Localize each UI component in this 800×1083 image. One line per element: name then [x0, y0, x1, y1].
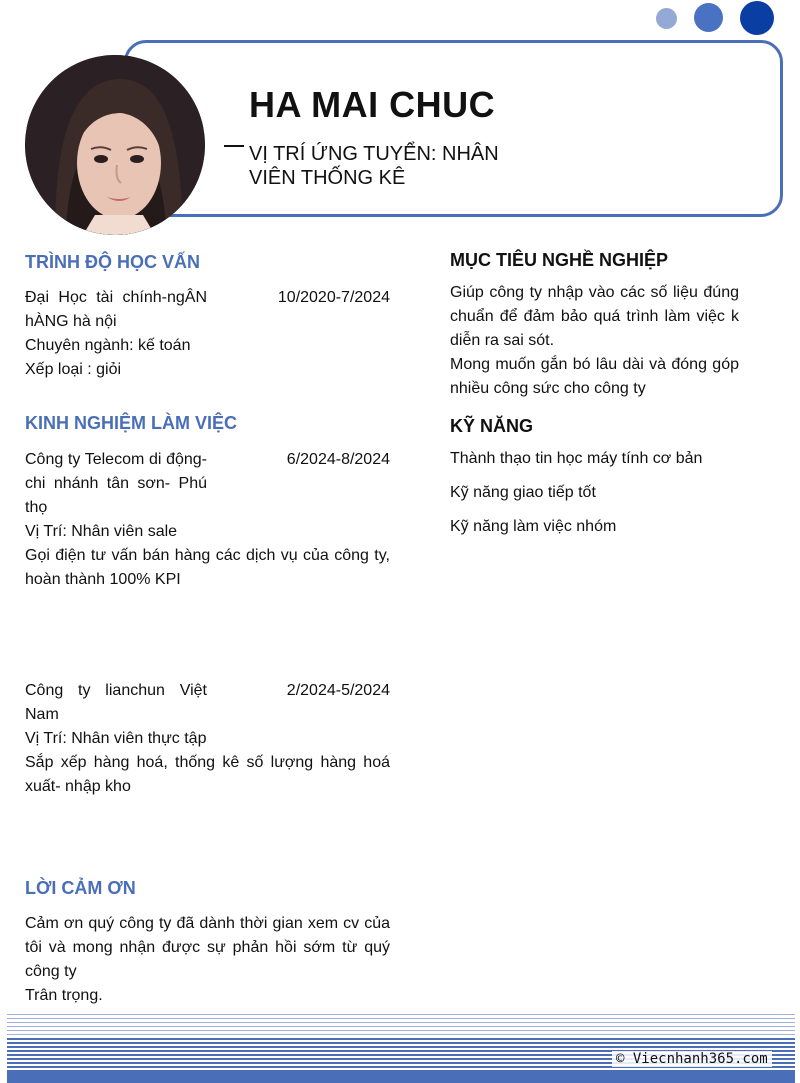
profile-photo-illustration	[25, 55, 205, 235]
experience-section	[25, 413, 390, 434]
footer-stripes	[7, 1014, 795, 1083]
skill-item: Kỹ năng giao tiếp tốt	[450, 484, 596, 501]
education-major: Chuyên ngành: kế toán	[25, 337, 191, 354]
skills-section	[450, 416, 739, 539]
experience-description: Sắp xếp hàng hoá, thống kê số lượng hàng hoá xuất- nhập kho	[25, 754, 390, 795]
experience-role: Vị Trí: Nhân viên sale	[25, 523, 178, 540]
position-dash	[224, 145, 244, 147]
experience-row	[25, 448, 390, 520]
objective-paragraph: Giúp công ty nhập vào các số liệu đúng chuẩn để đảm bảo quá trình làm việc k diễn ra sai sót.	[450, 284, 739, 349]
experience-item	[25, 679, 390, 799]
experience-company: Công ty lianchun Việt Nam	[25, 682, 207, 723]
objective-section	[450, 250, 739, 401]
experience-date: 2/2024-5/2024	[286, 682, 390, 699]
thanks-section	[25, 878, 390, 1008]
decor-dot-medium	[694, 3, 723, 32]
objective-paragraph: Mong muốn gắn bó lâu dài và đóng góp nhiều công sức cho công ty	[450, 356, 739, 397]
profile-photo	[25, 55, 205, 235]
experience-date: 6/2024-8/2024	[286, 451, 390, 468]
applied-position-line1: VỊ TRÍ ỨNG TUYỂN: NHÂN	[249, 143, 499, 165]
decor-dot-dark	[740, 1, 774, 35]
header-frame	[124, 40, 783, 217]
education-title: TRÌNH ĐỘ HỌC VẤN	[25, 252, 200, 272]
thanks-title: LỜI CẢM ƠN	[25, 878, 136, 898]
thanks-body: Cảm ơn quý công ty đã dành thời gian xem cv của tôi và mong nhận được sự phản hồi sớm từ quý công ty	[25, 915, 390, 980]
experience-description: Gọi điện tư vấn bán hàng các dịch vụ của công ty, hoàn thành 100% KPI	[25, 547, 390, 588]
experience-item	[25, 448, 390, 592]
experience-company: Công ty Telecom di động- chi nhánh tân sơn- Phú thọ	[25, 451, 207, 516]
applied-position-line2: VIÊN THỐNG KÊ	[249, 167, 406, 189]
decor-dot-light	[656, 8, 677, 29]
applied-position	[249, 142, 549, 190]
experience-role: Vị Trí: Nhân viên thực tập	[25, 730, 207, 747]
experience-title: KINH NGHIỆM LÀM VIỆC	[25, 413, 238, 433]
education-section	[25, 252, 390, 382]
education-school: Đại Học tài chính-ngÂN hÀNG hà nội	[25, 289, 207, 330]
thanks-closing: Trân trọng.	[25, 987, 103, 1004]
skill-item: Thành thạo tin học máy tính cơ bản	[450, 450, 703, 467]
education-grade: Xếp loại : giỏi	[25, 361, 122, 378]
objective-title: MỤC TIÊU NGHỀ NGHIỆP	[450, 250, 669, 270]
candidate-name: HA MAI CHUC	[249, 84, 496, 125]
footer-copyright: © Viecnhanh365.com	[612, 1051, 772, 1067]
education-row	[25, 286, 390, 334]
education-date: 10/2020-7/2024	[277, 289, 390, 306]
experience-row	[25, 679, 390, 727]
skills-title: KỸ NĂNG	[450, 416, 534, 436]
skill-item: Kỹ năng làm việc nhóm	[450, 518, 617, 535]
